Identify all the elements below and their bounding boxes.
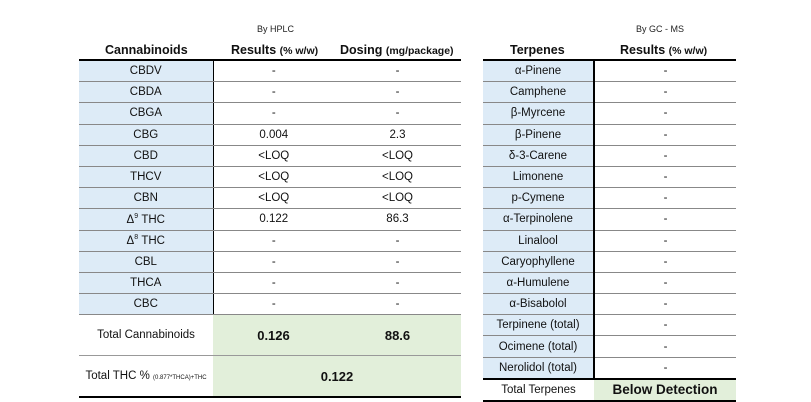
- total-thc-row: [79, 356, 461, 398]
- cannabinoid-name: CBL: [79, 251, 213, 272]
- table-row: [483, 60, 736, 82]
- compound-suffix: THC: [138, 235, 165, 247]
- table-row: [483, 209, 736, 230]
- total-cannabinoids-label: Total Cannabinoids: [79, 315, 213, 356]
- result-cell: -: [594, 103, 736, 124]
- table-row: [79, 145, 461, 166]
- dosing-cell: -: [334, 103, 461, 124]
- result-cell: -: [213, 230, 334, 251]
- result-cell: -: [594, 230, 736, 251]
- dosing-cell: <LOQ: [334, 145, 461, 166]
- terpene-name: Nerolidol (total): [483, 357, 594, 379]
- result-cell: -: [213, 60, 334, 82]
- result-cell: -: [213, 82, 334, 103]
- delta-symbol: Δ: [126, 213, 135, 226]
- cannabinoid-name: CBDA: [79, 82, 213, 103]
- table-row: [79, 251, 461, 272]
- result-cell: -: [213, 251, 334, 272]
- table-row: [483, 124, 736, 145]
- dosing-cell: -: [334, 82, 461, 103]
- isomer-number: 9: [134, 212, 139, 220]
- cannabinoid-name: CBDV: [79, 60, 213, 82]
- dosing-header: [340, 43, 454, 57]
- result-cell: -: [594, 336, 736, 357]
- result-cell: -: [594, 272, 736, 293]
- table-row: [483, 103, 736, 124]
- dosing-cell: <LOQ: [334, 188, 461, 209]
- terpene-name: Camphene: [483, 82, 594, 103]
- result-cell: -: [213, 103, 334, 124]
- table-row: [79, 294, 461, 315]
- terpenes-header: Terpenes: [510, 43, 565, 57]
- total-terpenes-value: Below Detection: [594, 379, 736, 401]
- cann-results-header-text: Results: [231, 43, 277, 57]
- result-cell: -: [594, 166, 736, 187]
- dosing-header-text: Dosing: [340, 43, 383, 57]
- total-cannabinoids-row: [79, 315, 461, 356]
- cannabinoid-name: THCA: [79, 272, 213, 293]
- total-thc-text: Total THC %: [85, 370, 150, 383]
- total-thc-formula: (0.877*THCA)+THC: [153, 375, 207, 382]
- terpenes-table: [483, 59, 736, 402]
- cannabinoid-name: [79, 209, 213, 230]
- terpene-name: β-Myrcene: [483, 103, 594, 124]
- total-thc-value: 0.122: [213, 356, 461, 398]
- result-cell: -: [594, 188, 736, 209]
- table-row: [483, 145, 736, 166]
- table-row: [79, 188, 461, 209]
- compound-suffix: THC: [138, 213, 165, 226]
- terpene-name: α-Bisabolol: [483, 294, 594, 315]
- result-cell: -: [594, 124, 736, 145]
- cannabinoid-name: CBG: [79, 124, 213, 145]
- dosing-cell: <LOQ: [334, 166, 461, 187]
- table-row: [483, 82, 736, 103]
- terpene-name: Ocimene (total): [483, 336, 594, 357]
- table-row: [483, 315, 736, 336]
- result-cell: -: [594, 357, 736, 379]
- cannabinoids-header: Cannabinoids: [105, 43, 188, 57]
- dosing-cell: -: [334, 272, 461, 293]
- cannabinoid-name: THCV: [79, 166, 213, 187]
- dosing-cell: 86.3: [334, 209, 461, 230]
- result-cell: 0.004: [213, 124, 334, 145]
- result-cell: -: [594, 251, 736, 272]
- terpene-name: Linalool: [483, 230, 594, 251]
- table-row: [483, 166, 736, 187]
- result-cell: -: [594, 294, 736, 315]
- dosing-cell: -: [334, 60, 461, 82]
- table-row: [79, 166, 461, 187]
- terpene-name: α-Humulene: [483, 272, 594, 293]
- cannabinoid-name: CBGA: [79, 103, 213, 124]
- result-cell: 0.122: [213, 209, 334, 230]
- table-row: [483, 251, 736, 272]
- cannabinoid-name: CBC: [79, 294, 213, 315]
- terp-results-header: [620, 43, 707, 57]
- cannabinoid-name: CBN: [79, 188, 213, 209]
- dosing-cell: 2.3: [334, 124, 461, 145]
- dosing-header-unit: (mg/package): [385, 45, 454, 57]
- terpene-name: δ-3-Carene: [483, 145, 594, 166]
- terpene-name: β-Pinene: [483, 124, 594, 145]
- table-row: [483, 230, 736, 251]
- dosing-cell: -: [334, 294, 461, 315]
- table-row: [79, 272, 461, 293]
- delta-symbol: Δ: [126, 235, 135, 247]
- dosing-cell: -: [334, 251, 461, 272]
- terpene-name: α-Terpinolene: [483, 209, 594, 230]
- isomer-number: 8: [134, 234, 139, 242]
- result-cell: -: [594, 60, 736, 82]
- total-thc-label: [79, 356, 213, 398]
- dosing-cell: -: [334, 230, 461, 251]
- cann-results-header-unit: (% w/w): [279, 45, 319, 57]
- total-cannabinoids-result: 0.126: [213, 315, 334, 356]
- table-row: [79, 209, 461, 230]
- result-cell: -: [213, 294, 334, 315]
- result-cell: -: [594, 145, 736, 166]
- terpene-name: p-Cymene: [483, 188, 594, 209]
- result-cell: <LOQ: [213, 188, 334, 209]
- terpene-name: Caryophyllene: [483, 251, 594, 272]
- table-row: [79, 60, 461, 82]
- table-row: [79, 230, 461, 251]
- cannabinoid-name: CBD: [79, 145, 213, 166]
- result-cell: -: [213, 272, 334, 293]
- terp-results-header-text: Results: [620, 43, 666, 57]
- total-terpenes-row: [483, 379, 736, 401]
- cannabinoid-name: [79, 230, 213, 251]
- table-row: [79, 82, 461, 103]
- hplc-method-label: By HPLC: [257, 24, 295, 34]
- gcms-method-label: By GC - MS: [636, 24, 685, 34]
- total-terpenes-label: Total Terpenes: [483, 379, 594, 401]
- terp-results-header-unit: (% w/w): [668, 45, 708, 57]
- table-row: [483, 272, 736, 293]
- result-cell: <LOQ: [213, 145, 334, 166]
- total-cannabinoids-dosing: 88.6: [334, 315, 461, 356]
- table-row: [79, 103, 461, 124]
- table-row: [483, 188, 736, 209]
- terpene-name: Terpinene (total): [483, 315, 594, 336]
- terpene-name: Limonene: [483, 166, 594, 187]
- result-cell: <LOQ: [213, 166, 334, 187]
- cann-results-header: [231, 43, 318, 57]
- result-cell: -: [594, 209, 736, 230]
- terpene-name: α-Pinene: [483, 60, 594, 82]
- table-row: [483, 294, 736, 315]
- table-row: [79, 124, 461, 145]
- cannabinoids-table: [79, 59, 461, 398]
- result-cell: -: [594, 315, 736, 336]
- table-row: [483, 357, 736, 379]
- table-row: [483, 336, 736, 357]
- result-cell: -: [594, 82, 736, 103]
